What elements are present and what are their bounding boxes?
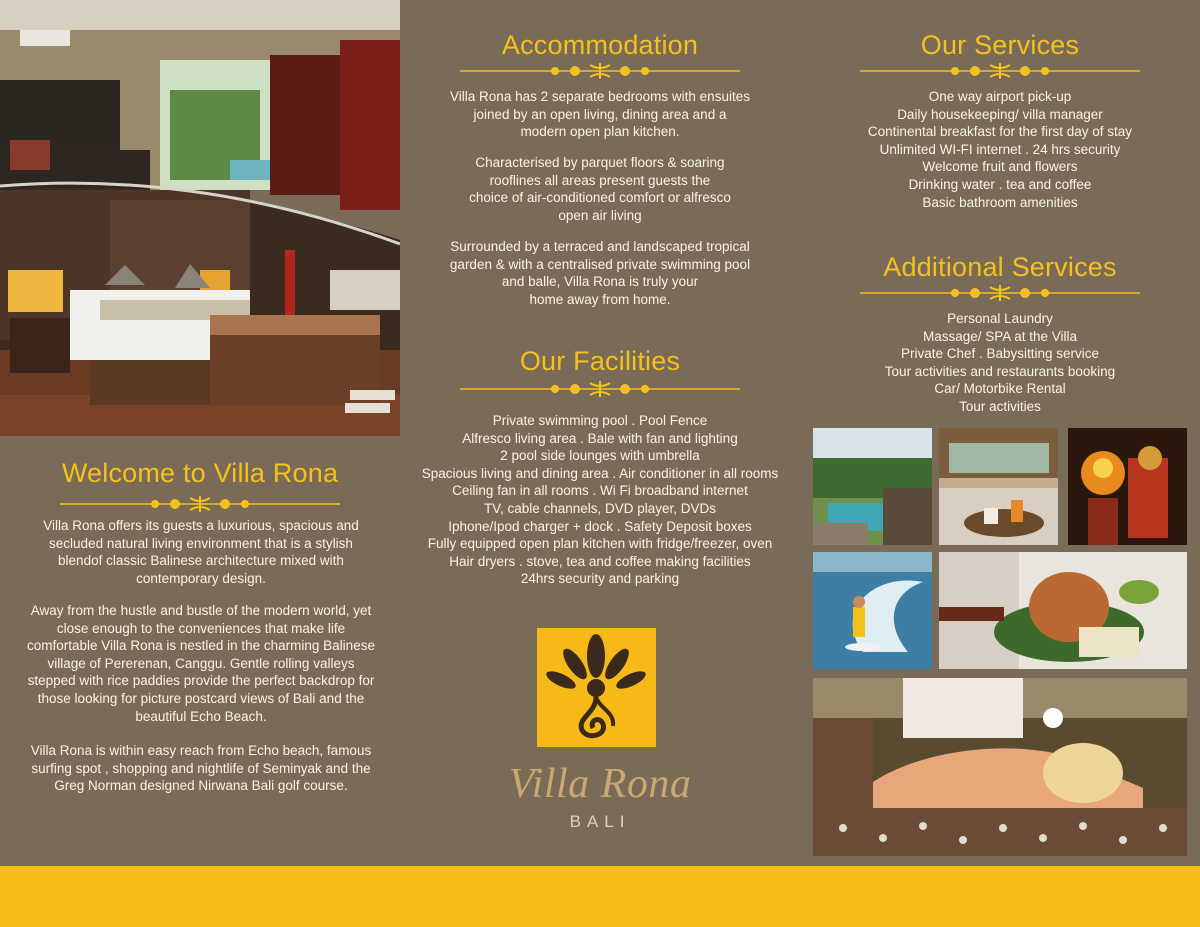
additional-service-item: Massage/ SPA at the Villa <box>922 328 1078 344</box>
facility-item: Private swimming pool . Pool Fence <box>492 413 708 428</box>
service-item: Daily housekeeping/ villa manager <box>897 106 1103 122</box>
text-line: and balle, Villa Rona is truly your <box>501 274 699 290</box>
text-line: modern open plan kitchen. <box>520 124 680 140</box>
facility-item: Iphone/Ipod charger + dock . Safety Deposit boxes <box>448 518 752 534</box>
dance-photo <box>1068 428 1187 545</box>
facility-item: Alfresco living area . Bale with fan and lighting <box>462 430 738 446</box>
facilities-title: Our Facilities <box>519 346 681 376</box>
accommodation-paragraph-1 <box>400 88 800 141</box>
additional-service-item: Personal Laundry <box>947 311 1053 326</box>
breakfast-photo <box>939 428 1058 545</box>
service-item: Basic bathroom amenities <box>922 194 1078 210</box>
food-photo <box>939 552 1187 669</box>
additional-service-item: Private Chef . Babysitting service <box>900 346 1100 362</box>
text-line: home away from home. <box>529 291 671 307</box>
facility-item: 2 pool side lounges with umbrella <box>500 448 700 464</box>
facility-item: Hair dryers . stove, tea and coffee making facilities <box>449 553 751 569</box>
text-line: Surrounded by a terraced and landscaped tropical <box>450 239 750 254</box>
right-column <box>800 0 1200 866</box>
bottom-color-band <box>0 866 1200 927</box>
ornament-divider <box>860 283 1140 303</box>
service-item: Welcome fruit and flowers <box>922 159 1078 175</box>
additional-service-item: Car/ Motorbike Rental <box>934 381 1066 397</box>
text-line: Villa Rona has 2 separate bedrooms with ensuites <box>450 89 750 104</box>
service-item: Continental breakfast for the first day of stay <box>867 124 1133 140</box>
services-title: Our Services <box>920 30 1080 60</box>
flower-icon <box>537 628 656 747</box>
ornament-divider <box>860 61 1140 81</box>
additional-services-list <box>800 310 1200 416</box>
facility-item: TV, cable channels, DVD player, DVDs <box>483 500 717 516</box>
facility-item: 24hrs security and parking <box>520 571 680 587</box>
text-line: open air living <box>558 207 642 223</box>
welcome-paragraph-2: Away from the hustle and bustle of the modern world, yet close enough to the conveniences that make life comfortable Villa Rona is nestled in the charming Balinese village of Pererenan, Canggu. Gentle rolling valleys stepped with rice paddies provide the perfect backdrop for those looking for picture postcard views of Bali and the beautiful Echo Beach. <box>27 603 375 724</box>
accommodation-title: Accommodation <box>501 30 699 60</box>
services-list <box>800 88 1200 211</box>
villa-logo-name: Villa Rona <box>508 761 692 807</box>
massage-photo <box>813 678 1187 856</box>
text-line: choice of air-conditioned comfort or alfresco <box>469 190 731 206</box>
accommodation-paragraph-3 <box>400 238 800 308</box>
welcome-paragraph-3: Villa Rona is within easy reach from Echo beach, famous surfing spot , shopping and nightlife of Seminyak and the Greg Norman designed Nirwana Bali golf course. <box>30 743 372 794</box>
villa-logo-emblem <box>537 628 656 747</box>
ornament-divider <box>60 494 340 514</box>
facilities-list <box>400 412 800 588</box>
text-line: rooflines all areas present guests the <box>489 172 711 188</box>
text-line: garden & with a centralised private swimming pool <box>449 256 751 272</box>
ornament-divider <box>460 379 740 399</box>
welcome-title: Welcome to Villa Rona <box>61 458 339 488</box>
welcome-paragraph-1: Villa Rona offers its guests a luxurious, spacious and secluded natural living environment that is a stylish blendof classic Balinese architecture mixed with contemporary design. <box>43 518 359 586</box>
additional-service-item: Tour activities and restaurants booking <box>884 363 1116 379</box>
ornament-divider <box>460 61 740 81</box>
service-item: Unlimited WI-FI internet . 24 hrs security <box>879 141 1121 157</box>
service-item: One way airport pick-up <box>928 89 1072 104</box>
pool-photo <box>813 428 932 545</box>
villa-logo-sub: BALI <box>569 812 631 831</box>
surfing-photo <box>813 552 932 669</box>
additional-service-item: Tour activities <box>959 398 1041 414</box>
text-line: Characterised by parquet floors & soaring <box>475 155 725 170</box>
left-column <box>0 0 400 866</box>
facility-item: Spacious living and dining area . Air conditioner in all rooms <box>421 465 779 481</box>
text-line: joined by an open living, dining area and a <box>473 106 727 122</box>
facility-item: Fully equipped open plan kitchen with fridge/freezer, oven <box>427 536 773 552</box>
additional-services-title: Additional Services <box>883 252 1117 282</box>
facility-item: Ceiling fan in all rooms . Wi Fi broadband internet <box>452 483 748 499</box>
accommodation-paragraph-2 <box>400 154 800 224</box>
service-item: Drinking water . tea and coffee <box>908 176 1092 192</box>
bedroom-photo <box>0 0 400 436</box>
